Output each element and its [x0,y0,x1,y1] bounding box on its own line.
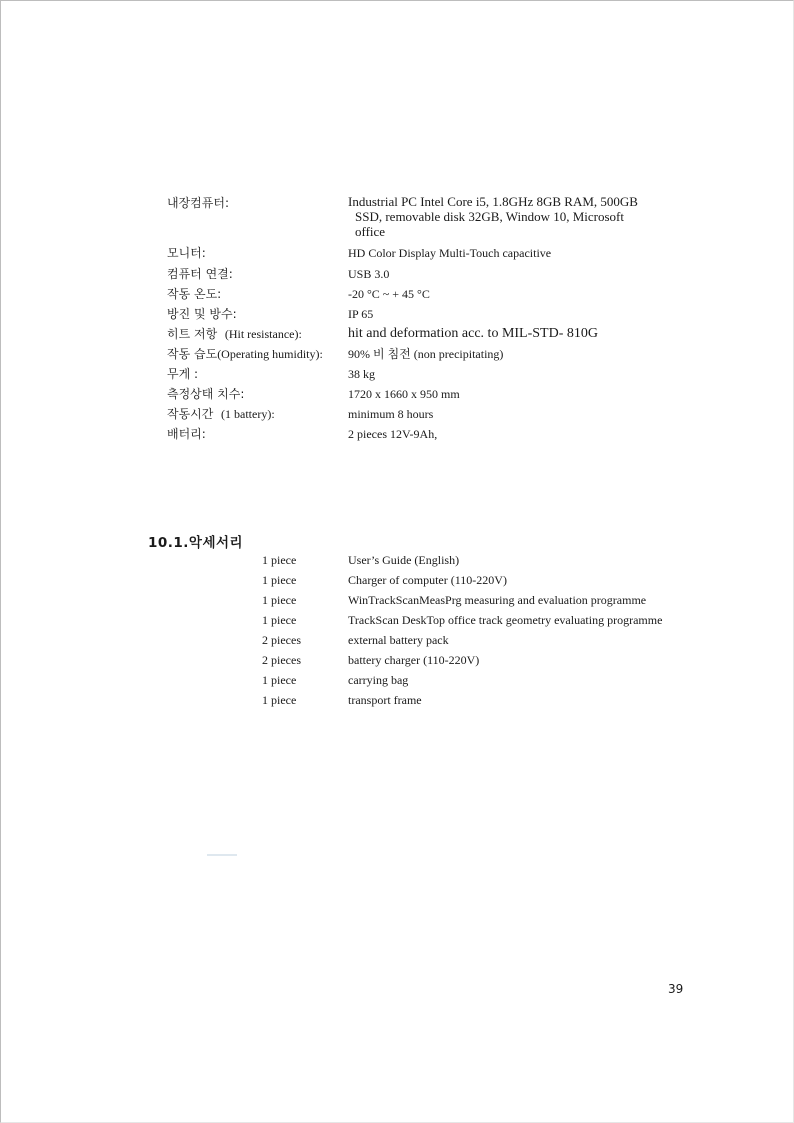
spec-value-line: office [355,224,386,239]
spec-row-temperature [167,284,657,304]
item-quantity: 1 piece [262,693,297,707]
item-quantity: 2 pieces [262,653,301,667]
spec-value: 90% 비 침전 (non precipitating) [348,347,504,361]
item-description: carrying bag [348,673,409,687]
spec-label: 작동시간 (1 battery): [167,407,275,421]
spec-value: USB 3.0 [348,267,390,281]
spec-label: 작동 습도(Operating humidity): [167,347,323,361]
item-description: battery charger (110-220V) [348,653,480,667]
accessories-list [262,550,682,710]
spec-row-connection [167,264,657,284]
list-item [262,650,682,670]
spec-label: 히트 저항 (Hit resistance): [167,327,302,341]
page-number: 39 [668,982,684,996]
section-heading: 10.1.악세서리 [148,535,244,551]
item-description: external battery pack [348,633,449,647]
spec-row-battery [167,424,657,444]
spec-label: 측정상태 치수: [167,387,245,401]
item-quantity: 1 piece [262,613,297,627]
spec-value: 1720 x 1660 x 950 mm [348,387,460,401]
item-quantity: 1 piece [262,553,297,567]
item-quantity: 2 pieces [262,633,301,647]
spec-value: 38 kg [348,367,375,381]
list-item [262,670,682,690]
spec-value: 2 pieces 12V-9Ah, [348,427,438,441]
spec-label: 모니터: [167,246,206,260]
spec-value [348,193,657,239]
spec-value: HD Color Display Multi-Touch capacitive [348,246,552,260]
list-item [262,550,682,570]
spec-row-hit-resistance [167,324,657,344]
item-description: WinTrackScanMeasPrg measuring and evaluation programme [348,593,647,607]
list-item [262,610,682,630]
item-quantity: 1 piece [262,573,297,587]
item-description: User’s Guide (English) [348,553,460,567]
spec-value: -20 °C ~ + 45 °C [348,287,430,301]
list-item [262,690,682,710]
spec-label: 내장컴퓨터: [167,196,230,210]
spec-row-operating-time [167,404,657,424]
list-item [262,570,682,590]
item-quantity: 1 piece [262,593,297,607]
spec-label: 방진 및 방수: [167,307,237,321]
spec-label: 작동 온도: [167,287,222,301]
spec-value-line: Industrial PC Intel Core i5, 1.8GHz 8GB RAM, 500GB [348,194,638,209]
spec-label: 컴퓨터 연결: [167,267,233,281]
faint-scan-mark [207,854,237,856]
spec-value: IP 65 [348,307,374,321]
item-description: Charger of computer (110-220V) [348,573,507,587]
spec-value-line: SSD, removable disk 32GB, Window 10, Microsoft [355,209,624,224]
spec-row-weight [167,364,657,384]
item-quantity: 1 piece [262,673,297,687]
item-description: TrackScan DeskTop office track geometry evaluating programme [348,613,663,627]
spec-row-humidity [167,344,657,364]
spec-row-dimensions [167,384,657,404]
specification-table [167,193,657,444]
spec-row-ip-rating [167,304,657,324]
spec-row-monitor [167,243,657,264]
spec-row-computer [167,193,657,243]
spec-value: minimum 8 hours [348,407,434,421]
list-item [262,630,682,650]
spec-label: 무게 : [167,367,199,381]
item-description: transport frame [348,693,422,707]
list-item [262,590,682,610]
spec-label: 배터리: [167,427,206,441]
spec-value: hit and deformation acc. to MIL-STD- 810G [348,326,598,341]
